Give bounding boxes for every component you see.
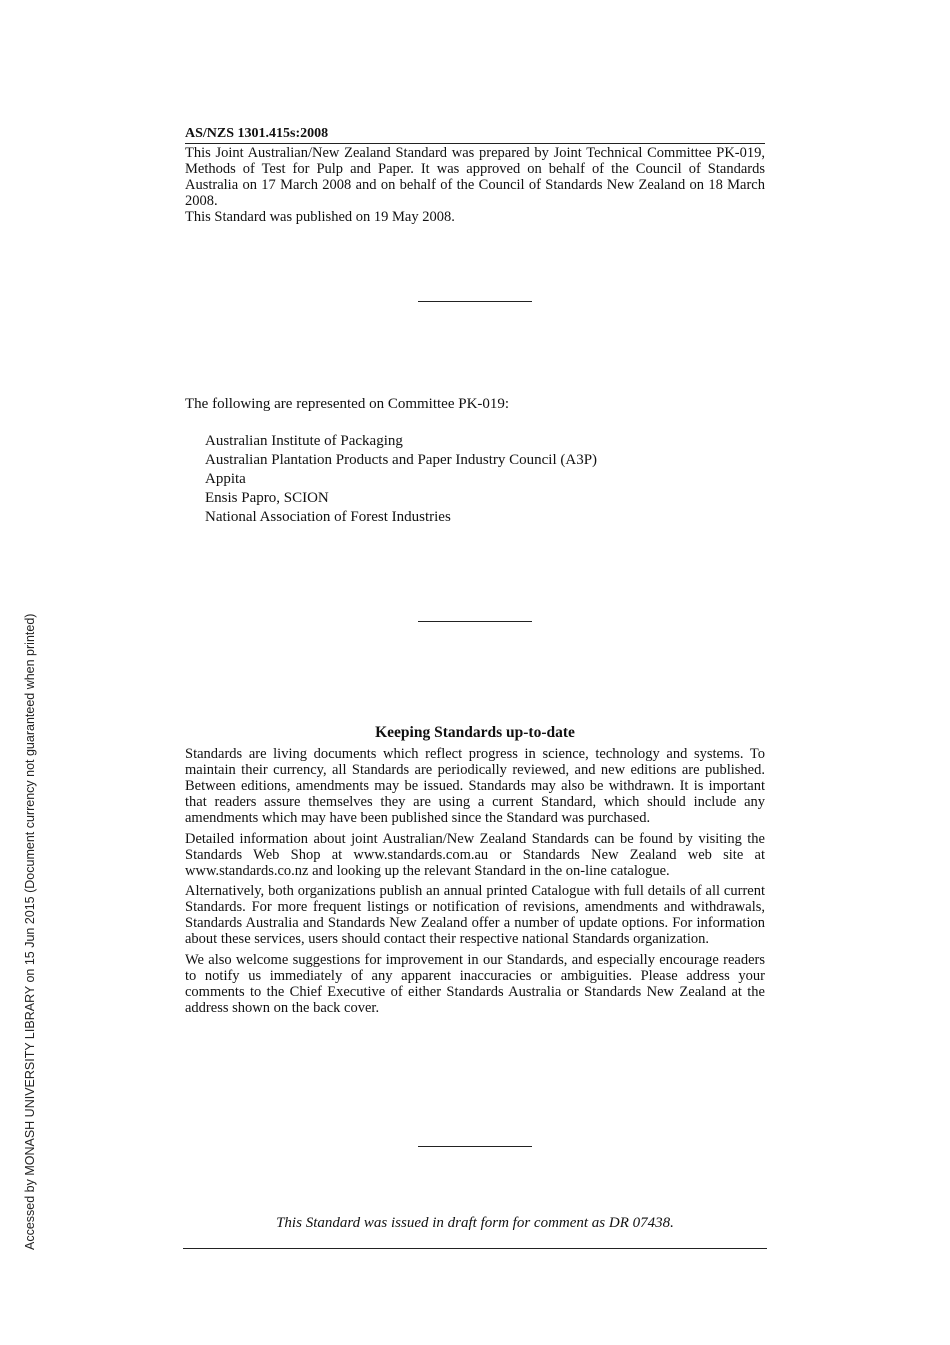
body-paragraph: We also welcome suggestions for improvement in our Standards, and especially encourage readers to notify us immediately of any apparent inaccuracies or ambiguities. Please address your comments to the Chief Executive of either Standards Australia or Standards New Zealand at the address shown on the back cover.	[185, 951, 765, 1016]
draft-note: This Standard was issued in draft form for comment as DR 07438.	[276, 1215, 674, 1231]
keeping-up-to-date-body	[185, 746, 765, 1020]
preparation-paragraph: This Joint Australian/New Zealand Standard was prepared by Joint Technical Committee PK-019, Methods of Test for Pulp and Paper. It was approved on behalf of the Council of Standards Australia on 17 March 2008 and on behalf of the Council of Standards New Zealand on 18 March 2008.	[185, 145, 765, 209]
committee-member: Australian Plantation Products and Paper Industry Council (A3P)	[205, 452, 598, 468]
committee-member: Australian Institute of Packaging	[205, 433, 403, 449]
committee-intro: The following are represented on Committee PK-019:	[185, 396, 510, 412]
access-stamp: Accessed by MONASH UNIVERSITY LIBRARY on 15 Jun 2015 (Document currency not guaranteed when printed)	[23, 613, 37, 1250]
body-paragraph: Standards are living documents which reflect progress in science, technology and systems. To maintain their currency, all Standards are periodically reviewed, and new editions are published. Between editions, amendments may be issued. Standards may also be withdrawn. It is important that readers assure themselves they are using a current Standard, which should include any amendments which may have been published since the Standard was purchased.	[185, 746, 765, 826]
preparation-statement	[185, 145, 765, 225]
footer-rule	[183, 1248, 767, 1249]
committee-member: Appita	[205, 471, 246, 487]
body-paragraph: Detailed information about joint Australian/New Zealand Standards can be found by visiting the Standards Web Shop at www.standards.com.au or Standards New Zealand web site at www.standards.co.nz and looking up the relevant Standard in the on-line catalogue.	[185, 830, 765, 879]
section-divider	[418, 301, 532, 302]
committee-member: National Association of Forest Industries	[205, 509, 451, 525]
committee-member-list	[205, 432, 597, 527]
committee-member: Ensis Papro, SCION	[205, 490, 329, 506]
section-title: Keeping Standards up-to-date	[375, 724, 575, 741]
section-divider	[418, 621, 532, 622]
body-paragraph: Alternatively, both organizations publish an annual printed Catalogue with full details of all current Standards. For more frequent listings or notification of revisions, amendments and withdrawals, Standards Australia and Standards New Zealand offer a number of update options. For information about these services, users should contact their respective national Standards organization.	[185, 883, 765, 947]
publication-date-paragraph: This Standard was published on 19 May 2008.	[185, 209, 455, 225]
section-divider	[418, 1146, 532, 1147]
document-id: AS/NZS 1301.415s:2008	[185, 126, 765, 144]
